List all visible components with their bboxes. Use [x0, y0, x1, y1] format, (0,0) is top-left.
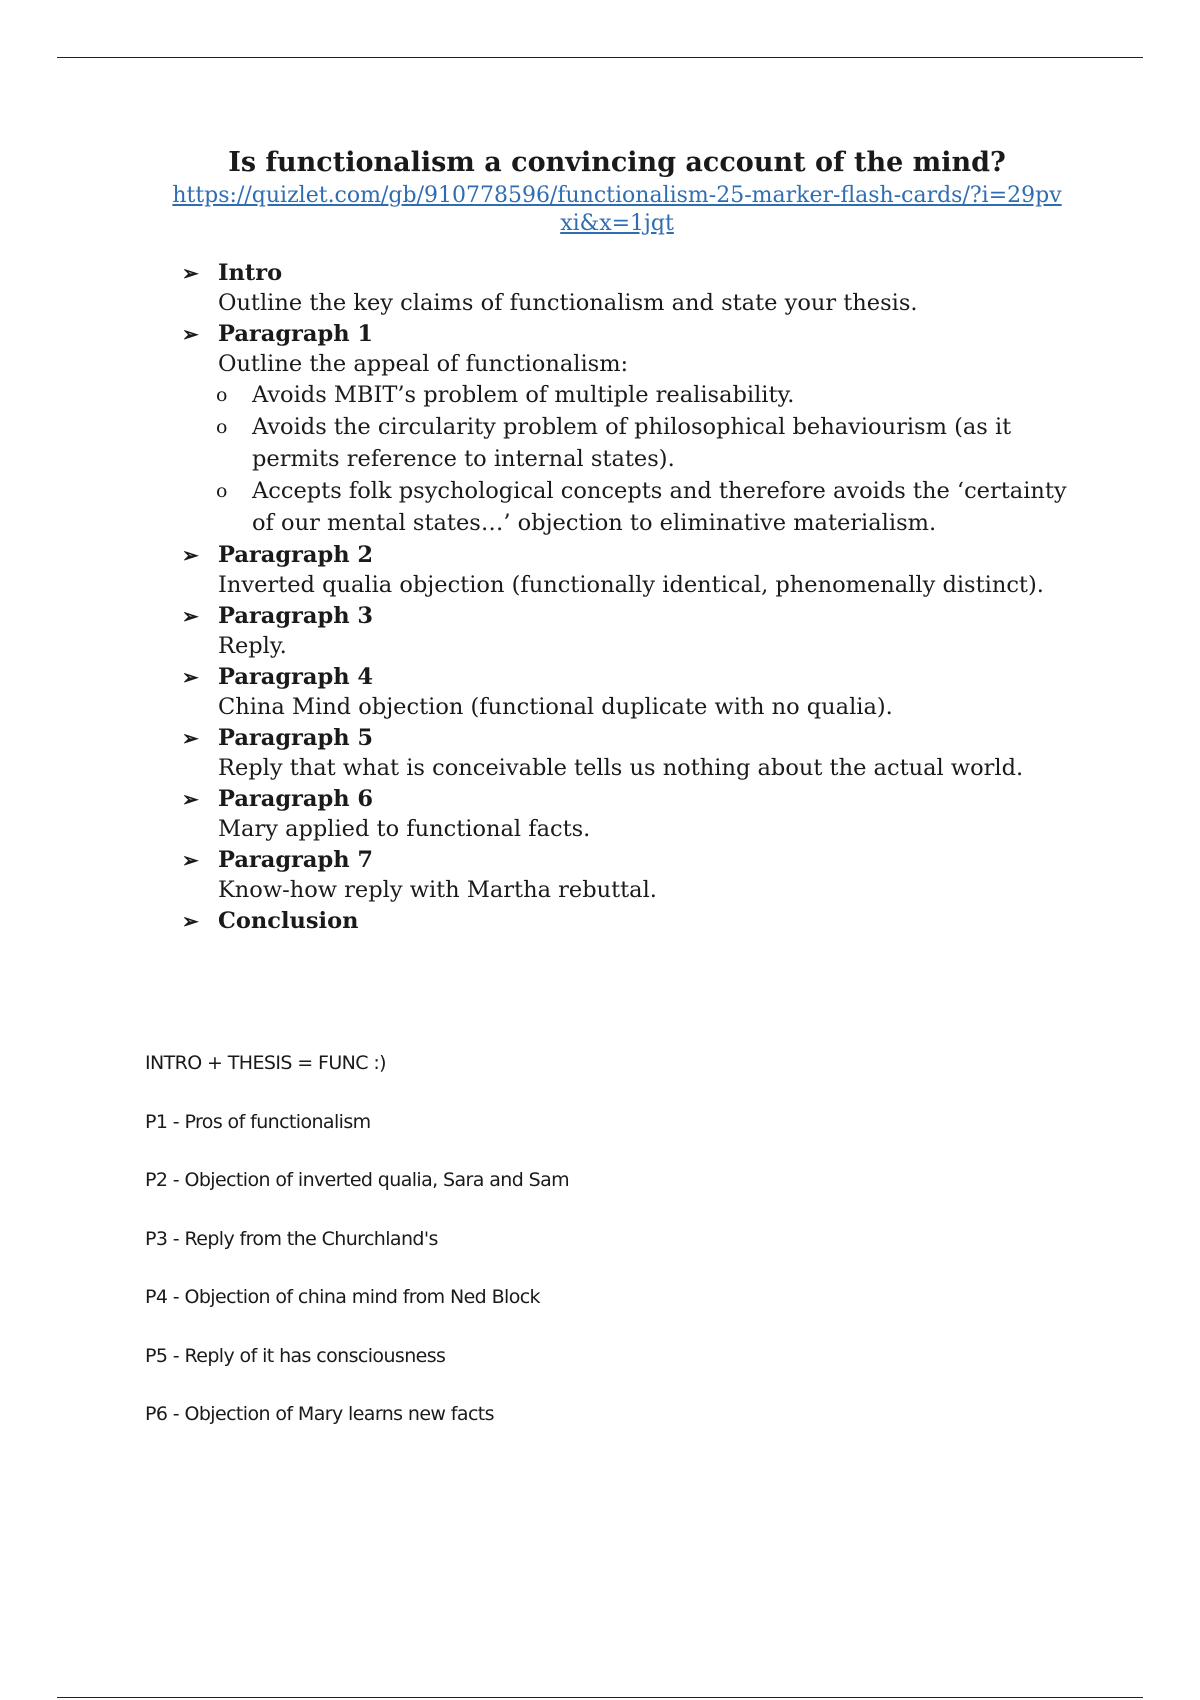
section-body: China Mind objection (functional duplicate with no qualia).	[218, 694, 893, 720]
section-heading-text: Paragraph 3	[218, 603, 374, 629]
section-body: Reply that what is conceivable tells us nothing about the actual world.	[218, 755, 1024, 781]
arrow-bullet-icon: ➢	[182, 787, 199, 811]
section-heading-text: Paragraph 2	[218, 542, 374, 568]
appeal-sublist	[180, 379, 1090, 539]
page-bottom-rule	[57, 1697, 1143, 1698]
essay-outline	[180, 258, 1090, 937]
handwritten-notes	[145, 1050, 569, 1460]
section-heading	[180, 845, 1090, 875]
circle-bullet-icon: o	[216, 384, 228, 406]
note-line-p6: P6 - Objection of Mary learns new facts	[145, 1403, 494, 1425]
sublist-item-text: Avoids the circularity problem of philosophical behaviourism (as it permits reference to internal states).	[252, 414, 1012, 472]
outline-section-paragraph-2	[180, 540, 1090, 600]
section-heading-text: Paragraph 6	[218, 786, 374, 812]
section-heading-text: Paragraph 7	[218, 847, 374, 873]
section-heading	[180, 601, 1090, 631]
arrow-bullet-icon: ➢	[182, 261, 199, 285]
outline-section-paragraph-4	[180, 662, 1090, 722]
sublist-item	[216, 411, 1090, 475]
section-heading	[180, 662, 1090, 692]
arrow-bullet-icon: ➢	[182, 604, 199, 628]
note-line-p1: P1 - Pros of functionalism	[145, 1110, 371, 1133]
section-heading	[180, 784, 1090, 814]
section-heading	[180, 258, 1090, 288]
note-line-p3: P3 - Reply from the Churchland's	[145, 1227, 438, 1250]
note-line-p5: P5 - Reply of it has consciousness	[145, 1344, 446, 1367]
page-title: Is functionalism a convincing account of the mind?	[228, 147, 1006, 178]
section-body: Know-how reply with Martha rebuttal.	[218, 877, 657, 903]
arrow-bullet-icon: ➢	[182, 848, 199, 872]
note-line-intro: INTRO + THESIS = FUNC :)	[145, 1052, 386, 1074]
section-body: Mary applied to functional facts.	[218, 816, 591, 842]
section-heading-text: Conclusion	[218, 908, 359, 934]
section-heading-text: Intro	[218, 260, 283, 286]
sublist-item	[216, 475, 1090, 539]
arrow-bullet-icon: ➢	[182, 726, 199, 750]
outline-section-paragraph-1	[180, 319, 1090, 539]
outline-section-intro	[180, 258, 1090, 318]
outline-section-paragraph-3	[180, 601, 1090, 661]
section-heading-text: Paragraph 5	[218, 725, 374, 751]
section-body: Reply.	[218, 633, 287, 659]
section-heading	[180, 906, 1090, 936]
arrow-bullet-icon: ➢	[182, 909, 199, 933]
outline-section-conclusion	[180, 906, 1090, 936]
circle-bullet-icon: o	[216, 480, 228, 502]
note-line-p2: P2 - Objection of inverted qualia, Sara and Sam	[145, 1169, 570, 1191]
arrow-bullet-icon: ➢	[182, 322, 199, 346]
section-heading	[180, 723, 1090, 753]
outline-section-paragraph-6	[180, 784, 1090, 844]
arrow-bullet-icon: ➢	[182, 543, 199, 567]
quizlet-link[interactable]: https://quizlet.com/gb/910778596/functionalism-25-marker-flash-cards/?i=29pvxi&x=1jqt	[172, 183, 1062, 236]
section-body: Inverted qualia objection (functionally identical, phenomenally distinct).	[218, 572, 1044, 598]
circle-bullet-icon: o	[216, 416, 228, 438]
outline-section-paragraph-5	[180, 723, 1090, 783]
sublist-item-text: Avoids MBIT’s problem of multiple realisability.	[252, 382, 795, 408]
section-heading-text: Paragraph 4	[218, 664, 374, 690]
section-heading-text: Paragraph 1	[218, 321, 374, 347]
page-top-rule	[57, 57, 1143, 58]
title-block	[0, 146, 1200, 238]
sublist-item-text: Accepts folk psychological concepts and therefore avoids the ‘certainty of our mental states…’ objection to eliminative materialism.	[252, 478, 1067, 536]
section-body: Outline the appeal of functionalism:	[218, 351, 629, 377]
arrow-bullet-icon: ➢	[182, 665, 199, 689]
sublist-item	[216, 379, 1090, 411]
section-heading	[180, 319, 1090, 349]
outline-section-paragraph-7	[180, 845, 1090, 905]
section-heading	[180, 540, 1090, 570]
note-line-p4: P4 - Objection of china mind from Ned Block	[145, 1286, 540, 1308]
section-body: Outline the key claims of functionalism and state your thesis.	[218, 290, 918, 316]
